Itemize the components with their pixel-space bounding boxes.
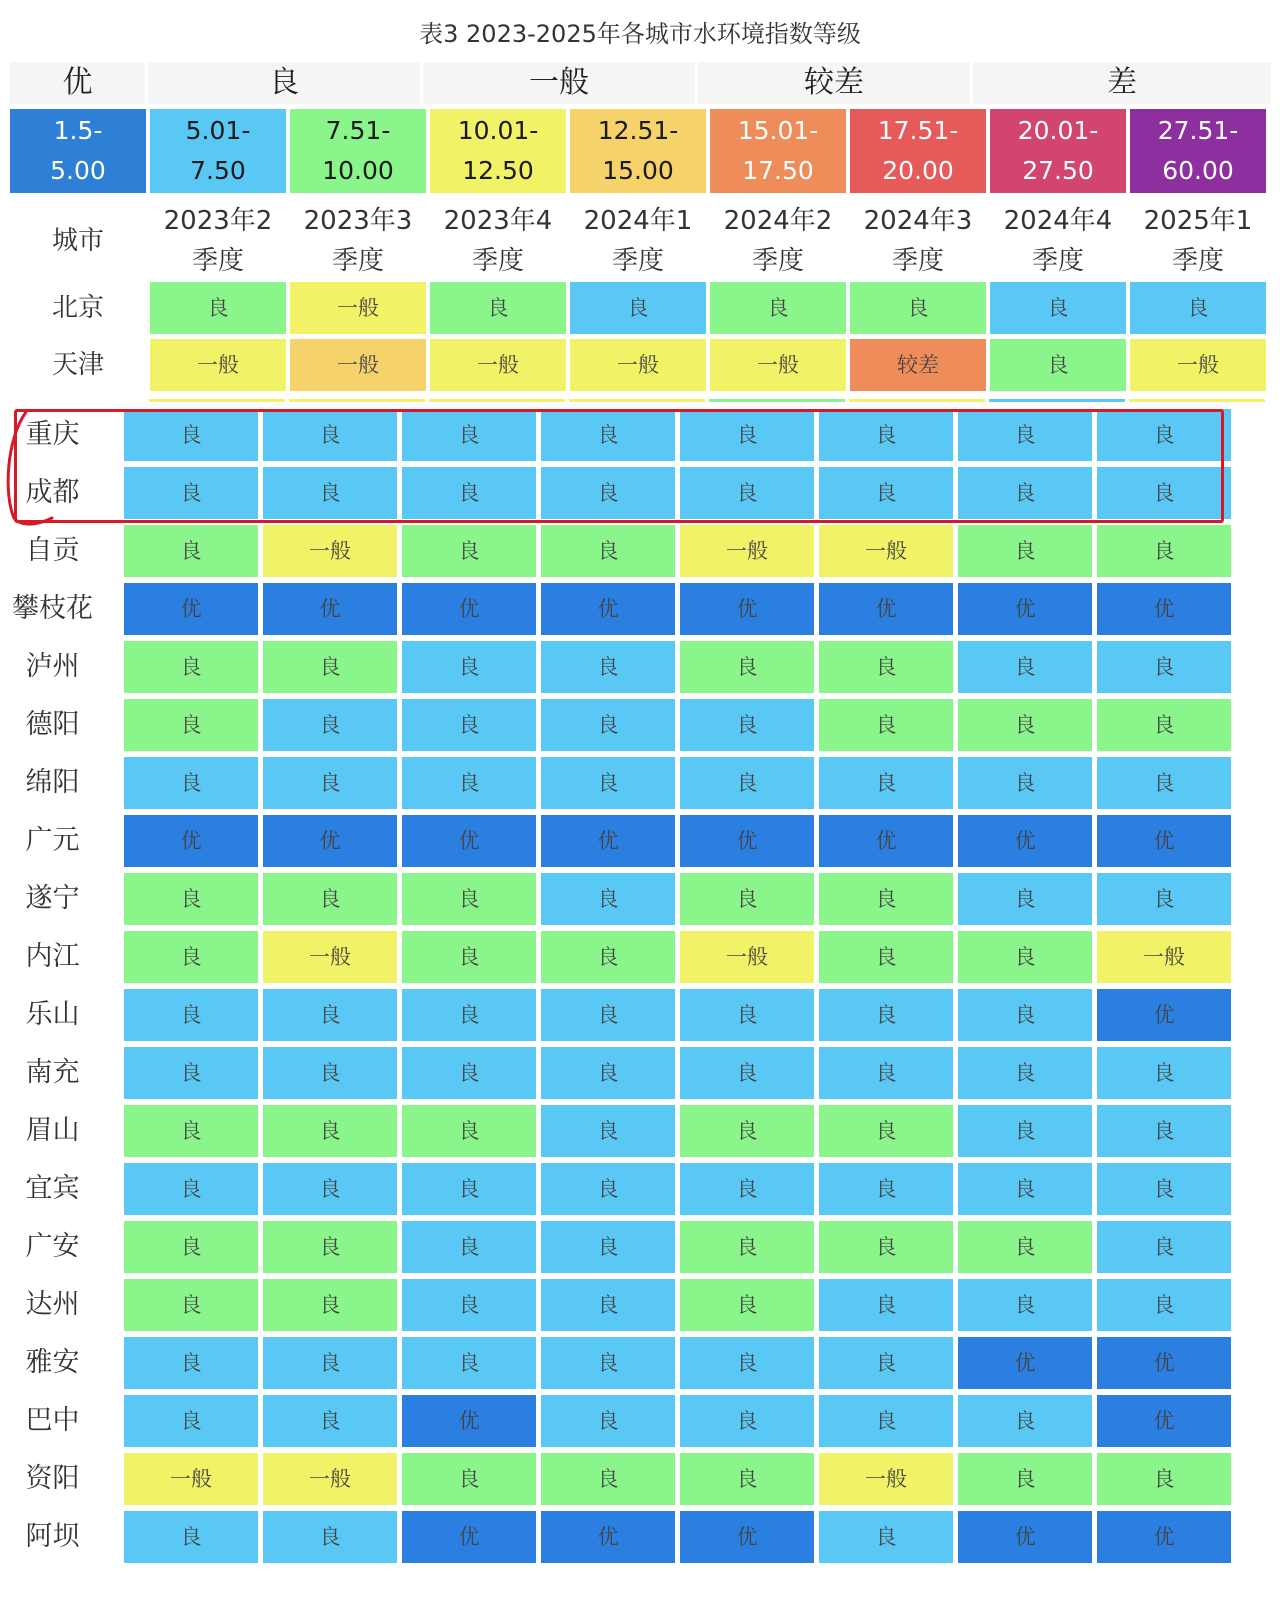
table-row: [0, 873, 1280, 925]
city-name: 天津: [51, 350, 104, 380]
rank-cell: 优: [819, 583, 953, 635]
city-name: 达州: [25, 1289, 80, 1320]
rank-cell: 良: [819, 1047, 953, 1099]
quarter-label-line2: 季度: [471, 246, 524, 276]
rank-cell: 良: [402, 641, 536, 693]
table-title: 表3 2023-2025年各城市水环境指数等级: [419, 20, 861, 48]
rank-cell: 一般: [150, 339, 286, 391]
rank-cell: 一般: [290, 282, 426, 334]
city-name: 成都: [25, 477, 80, 508]
rank-cell: 优: [402, 1395, 536, 1447]
rank-cell: 良: [819, 1511, 953, 1563]
city-name: 眉山: [25, 1115, 80, 1146]
grade-good: 良: [148, 62, 420, 104]
table-row: [10, 282, 1266, 334]
rank-cell: 良: [124, 931, 258, 983]
table-row: [0, 699, 1280, 751]
rank-cell: 良: [124, 467, 258, 519]
rank-cell: 良: [124, 1511, 258, 1563]
rank-cell: 良: [124, 1221, 258, 1273]
rank-cell: 一般: [430, 339, 566, 391]
range-low: 17.51-: [877, 116, 959, 145]
city-name: 内江: [25, 941, 80, 972]
quarter-label-line1: 2023年2: [163, 206, 273, 236]
range-swatch: [10, 109, 146, 193]
rank-cell: 良: [541, 1279, 675, 1331]
grade-bad: 差: [973, 62, 1271, 104]
rank-cell: 良: [680, 699, 814, 751]
quarter-column-header: [850, 198, 986, 284]
rank-cell: 良: [541, 873, 675, 925]
rank-cell: 较差: [850, 339, 986, 391]
rank-cell: 良: [958, 641, 1092, 693]
rank-cell: 良: [263, 757, 397, 809]
rank-cell: 良: [124, 699, 258, 751]
quarter-label-line2: 季度: [891, 246, 944, 276]
rank-cell: 良: [124, 409, 258, 461]
quarter-label-line1: 2024年2: [723, 206, 833, 236]
city-column-header: 城市: [51, 226, 104, 256]
rank-cell: 良: [819, 641, 953, 693]
rank-cell: 良: [124, 757, 258, 809]
rank-cell: 良: [958, 1105, 1092, 1157]
range-high: 17.50: [742, 156, 814, 185]
rank-cell: 良: [680, 1163, 814, 1215]
rank-cell: 良: [1097, 873, 1231, 925]
rank-cell: 良: [958, 699, 1092, 751]
rank-cell: 良: [263, 1047, 397, 1099]
rank-cell: 良: [150, 282, 286, 334]
range-high: 15.00: [602, 156, 674, 185]
range-swatch: [710, 109, 846, 193]
rank-cell: 良: [819, 467, 953, 519]
rank-cell: 良: [958, 1453, 1092, 1505]
rank-cell: 优: [1097, 583, 1231, 635]
rank-cell: 良: [402, 1337, 536, 1389]
city-name: 绵阳: [25, 767, 80, 798]
column-header-row: [10, 198, 1266, 284]
rank-cell: 良: [263, 1279, 397, 1331]
rank-cell: 一般: [710, 339, 846, 391]
rank-cell: 优: [541, 1511, 675, 1563]
rank-cell: 优: [402, 583, 536, 635]
table-row: [0, 1511, 1280, 1563]
city-name: 北京: [51, 293, 104, 323]
range-high: 12.50: [462, 156, 534, 185]
rank-cell: 优: [1097, 989, 1231, 1041]
rank-cell: 优: [402, 1511, 536, 1563]
rank-cell: 优: [541, 583, 675, 635]
city-name: 阿坝: [25, 1521, 80, 1552]
table-row: [0, 1163, 1280, 1215]
table-row: [10, 339, 1266, 391]
rank-cell: 良: [958, 467, 1092, 519]
rank-cell: 一般: [263, 1453, 397, 1505]
table-row: [0, 989, 1280, 1041]
rank-cell: 优: [819, 815, 953, 867]
rank-cell: 良: [819, 1395, 953, 1447]
rank-cell: 良: [1097, 525, 1231, 577]
rank-cell: 良: [263, 989, 397, 1041]
table-row: [0, 1337, 1280, 1389]
rank-cell: 良: [402, 1221, 536, 1273]
rank-cell: 良: [541, 989, 675, 1041]
rank-cell: 良: [124, 1163, 258, 1215]
grade-poor: 较差: [698, 62, 970, 104]
rank-cell: 良: [819, 409, 953, 461]
rank-cell: 良: [819, 931, 953, 983]
range-swatch: [430, 109, 566, 193]
rank-cell: 良: [541, 931, 675, 983]
rank-cell: 优: [958, 1511, 1092, 1563]
range-high: 5.00: [50, 156, 106, 185]
city-name: 乐山: [25, 999, 80, 1030]
quarter-label-line1: 2025年1: [1143, 206, 1253, 236]
rank-cell: 良: [990, 282, 1126, 334]
table-row: [0, 1105, 1280, 1157]
rank-cell: 优: [680, 583, 814, 635]
table-row: [0, 583, 1280, 635]
rank-cell: 良: [990, 339, 1126, 391]
rank-cell: 良: [124, 641, 258, 693]
highlight-stroke: [0, 400, 60, 540]
rank-cell: 良: [1097, 1221, 1231, 1273]
rank-cell: 良: [263, 1105, 397, 1157]
rank-cell: 良: [402, 1453, 536, 1505]
rank-cell: 良: [402, 1279, 536, 1331]
rank-cell: 良: [402, 467, 536, 519]
rank-cell: 良: [680, 641, 814, 693]
rank-cell: 一般: [263, 931, 397, 983]
rank-cell: 良: [402, 989, 536, 1041]
rank-cell: 良: [819, 989, 953, 1041]
rank-cell: 良: [541, 1047, 675, 1099]
rank-cell: 优: [124, 583, 258, 635]
quarter-label-line2: 季度: [191, 246, 244, 276]
rank-cell: 良: [958, 1221, 1092, 1273]
range-low: 10.01-: [457, 116, 539, 145]
table-row: [0, 1395, 1280, 1447]
rank-cell: 良: [680, 873, 814, 925]
rank-cell: 一般: [1130, 339, 1266, 391]
rank-cell: 良: [263, 409, 397, 461]
city-name: 广元: [25, 825, 80, 856]
rank-cell: 良: [1097, 1453, 1231, 1505]
range-low: 5.01-: [185, 116, 251, 145]
rank-cell: 良: [263, 873, 397, 925]
rank-cell: 良: [958, 525, 1092, 577]
range-swatch: [150, 109, 286, 193]
rank-cell: 良: [958, 409, 1092, 461]
rank-cell: 良: [958, 757, 1092, 809]
quarter-label-line2: 季度: [751, 246, 804, 276]
range-swatch: [1130, 109, 1266, 193]
rank-cell: 优: [958, 583, 1092, 635]
quarter-column-header: [290, 198, 426, 284]
rank-cell: 良: [541, 1395, 675, 1447]
rank-cell: 一般: [680, 931, 814, 983]
city-name: 自贡: [25, 535, 80, 566]
rank-cell: 良: [1097, 699, 1231, 751]
rank-cell: 良: [819, 1221, 953, 1273]
rank-cell: 良: [958, 1395, 1092, 1447]
rank-cell: 良: [819, 1279, 953, 1331]
rank-cell: 良: [1097, 467, 1231, 519]
rank-cell: 良: [819, 699, 953, 751]
rank-cell: 一般: [263, 525, 397, 577]
table-row: [0, 931, 1280, 983]
city-name: 资阳: [25, 1463, 80, 1494]
rank-cell: 一般: [290, 339, 426, 391]
rank-cell: 良: [124, 1337, 258, 1389]
range-low: 12.51-: [597, 116, 679, 145]
rank-cell: 一般: [124, 1453, 258, 1505]
rank-cell: 良: [1097, 757, 1231, 809]
rank-cell: 良: [680, 1279, 814, 1331]
rank-cell: 优: [958, 1337, 1092, 1389]
range-low: 20.01-: [1017, 116, 1099, 145]
quarter-column-header: [570, 198, 706, 284]
rank-cell: 良: [541, 757, 675, 809]
table-row: [0, 641, 1280, 693]
quarter-label-line2: 季度: [1031, 246, 1084, 276]
city-name: 重庆: [25, 419, 80, 450]
rank-cell: 良: [124, 873, 258, 925]
rank-cell: 良: [1097, 409, 1231, 461]
rank-cell: 良: [124, 1105, 258, 1157]
rank-cell: 一般: [819, 525, 953, 577]
table-row: [0, 815, 1280, 867]
rank-cell: 优: [1097, 1511, 1231, 1563]
rank-cell: 良: [263, 1511, 397, 1563]
table-row: [0, 1453, 1280, 1505]
quarter-column-header: [150, 198, 286, 284]
rank-cell: 良: [958, 1163, 1092, 1215]
rank-cell: 良: [680, 757, 814, 809]
city-name: 攀枝花: [12, 593, 93, 624]
grade-excellent: 优: [10, 62, 145, 104]
city-name: 宜宾: [25, 1173, 80, 1204]
rank-cell: 良: [1130, 282, 1266, 334]
rank-cell: 一般: [819, 1453, 953, 1505]
range-swatch: [990, 109, 1126, 193]
rank-cell: 良: [680, 1105, 814, 1157]
rank-cell: 良: [263, 1395, 397, 1447]
table-row: [0, 525, 1280, 577]
quarter-label-line2: 季度: [611, 246, 664, 276]
rank-cell: 良: [402, 409, 536, 461]
rank-cell: 良: [124, 989, 258, 1041]
rank-cell: 良: [402, 931, 536, 983]
range-high: 60.00: [1162, 156, 1234, 185]
table-row: [0, 1221, 1280, 1273]
rank-cell: 良: [263, 699, 397, 751]
rank-cell: 一般: [1097, 931, 1231, 983]
range-swatch: [850, 109, 986, 193]
rank-cell: 良: [958, 873, 1092, 925]
range-swatch: [570, 109, 706, 193]
rank-cell: 优: [541, 815, 675, 867]
quarter-column-header: [430, 198, 566, 284]
city-name: 雅安: [25, 1347, 80, 1378]
range-high: 20.00: [882, 156, 954, 185]
rank-cell: 优: [402, 815, 536, 867]
rank-cell: 良: [680, 1047, 814, 1099]
range-low: 1.5-: [53, 116, 103, 145]
rank-cell: 良: [1097, 1047, 1231, 1099]
rank-cell: 优: [680, 1511, 814, 1563]
rank-cell: 良: [541, 699, 675, 751]
rank-cell: 良: [819, 757, 953, 809]
range-low: 27.51-: [1157, 116, 1239, 145]
rank-cell: 良: [124, 1047, 258, 1099]
city-name: 德阳: [25, 709, 80, 740]
rank-cell: 优: [1097, 1337, 1231, 1389]
quarter-label-line1: 2024年4: [1003, 206, 1113, 236]
rank-cell: 优: [1097, 815, 1231, 867]
rank-cell: 良: [850, 282, 986, 334]
rank-cell: 良: [541, 1337, 675, 1389]
rank-cell: 良: [819, 1163, 953, 1215]
rank-cell: 良: [1097, 1105, 1231, 1157]
city-name: 泸州: [25, 651, 80, 682]
rank-cell: 优: [263, 583, 397, 635]
rank-cell: 良: [1097, 641, 1231, 693]
city-name: 广安: [25, 1231, 80, 1262]
rank-cell: 一般: [570, 339, 706, 391]
rank-cell: 良: [402, 1105, 536, 1157]
table-row: [0, 757, 1280, 809]
rank-cell: 良: [263, 1163, 397, 1215]
rank-cell: 良: [541, 1453, 675, 1505]
quarter-label-line1: 2024年3: [863, 206, 973, 236]
rank-cell: 良: [541, 641, 675, 693]
partial-row-strip: [149, 399, 1265, 402]
rank-cell: 优: [958, 815, 1092, 867]
rank-cell: 良: [570, 282, 706, 334]
rank-cell: 良: [819, 1337, 953, 1389]
quarter-column-header: [710, 198, 846, 284]
quarter-column-header: [1130, 198, 1266, 284]
range-high: 10.00: [322, 156, 394, 185]
rank-cell: 良: [680, 467, 814, 519]
rank-cell: 良: [124, 1279, 258, 1331]
rank-cell: 良: [541, 1163, 675, 1215]
rank-cell: 良: [819, 1105, 953, 1157]
city-name: 巴中: [25, 1405, 80, 1436]
rank-cell: 良: [541, 409, 675, 461]
rank-cell: 良: [263, 1221, 397, 1273]
rank-cell: 良: [430, 282, 566, 334]
grade-fair: 一般: [423, 62, 695, 104]
highlight-box: [14, 409, 1224, 523]
rank-cell: 良: [958, 931, 1092, 983]
range-legend: [10, 109, 1266, 193]
quarter-column-header: [990, 198, 1126, 284]
rank-cell: 良: [819, 873, 953, 925]
table-row: [0, 1279, 1280, 1331]
rank-cell: 良: [680, 1337, 814, 1389]
rank-cell: 良: [958, 989, 1092, 1041]
range-low: 15.01-: [737, 116, 819, 145]
rank-cell: 优: [263, 815, 397, 867]
quarter-label-line2: 季度: [331, 246, 384, 276]
quarter-label-line1: 2024年1: [583, 206, 693, 236]
quarter-label-line1: 2023年4: [443, 206, 553, 236]
rank-cell: 良: [402, 525, 536, 577]
rank-cell: 良: [402, 1047, 536, 1099]
rank-cell: 优: [1097, 1395, 1231, 1447]
rank-cell: 良: [541, 525, 675, 577]
range-high: 27.50: [1022, 156, 1094, 185]
rank-cell: 良: [402, 699, 536, 751]
rank-cell: 良: [402, 873, 536, 925]
rank-cell: 优: [680, 815, 814, 867]
rank-cell: 良: [710, 282, 846, 334]
rank-cell: 良: [1097, 1163, 1231, 1215]
rank-cell: 一般: [680, 525, 814, 577]
quarter-label-line1: 2023年3: [303, 206, 413, 236]
table-row: [0, 1047, 1280, 1099]
rank-cell: 良: [680, 1453, 814, 1505]
rank-cell: 优: [124, 815, 258, 867]
range-low: 7.51-: [325, 116, 391, 145]
rank-cell: 良: [680, 1221, 814, 1273]
range-swatch: [290, 109, 426, 193]
quarter-label-line2: 季度: [1171, 246, 1224, 276]
rank-cell: 良: [541, 1105, 675, 1157]
rank-cell: 良: [124, 525, 258, 577]
range-high: 7.50: [190, 156, 246, 185]
city-name: 遂宁: [25, 883, 80, 914]
rank-cell: 良: [680, 989, 814, 1041]
rank-cell: 良: [541, 467, 675, 519]
rank-cell: 良: [263, 1337, 397, 1389]
rank-cell: 良: [263, 467, 397, 519]
rank-cell: 良: [402, 757, 536, 809]
rank-cell: 良: [680, 409, 814, 461]
rank-cell: 良: [124, 1395, 258, 1447]
rank-cell: 良: [958, 1047, 1092, 1099]
city-name: 南充: [25, 1057, 80, 1088]
rank-cell: 良: [680, 1395, 814, 1447]
rank-cell: 良: [402, 1163, 536, 1215]
rank-cell: 良: [958, 1279, 1092, 1331]
rank-cell: 良: [263, 641, 397, 693]
rank-cell: 良: [1097, 1279, 1231, 1331]
rank-cell: 良: [541, 1221, 675, 1273]
